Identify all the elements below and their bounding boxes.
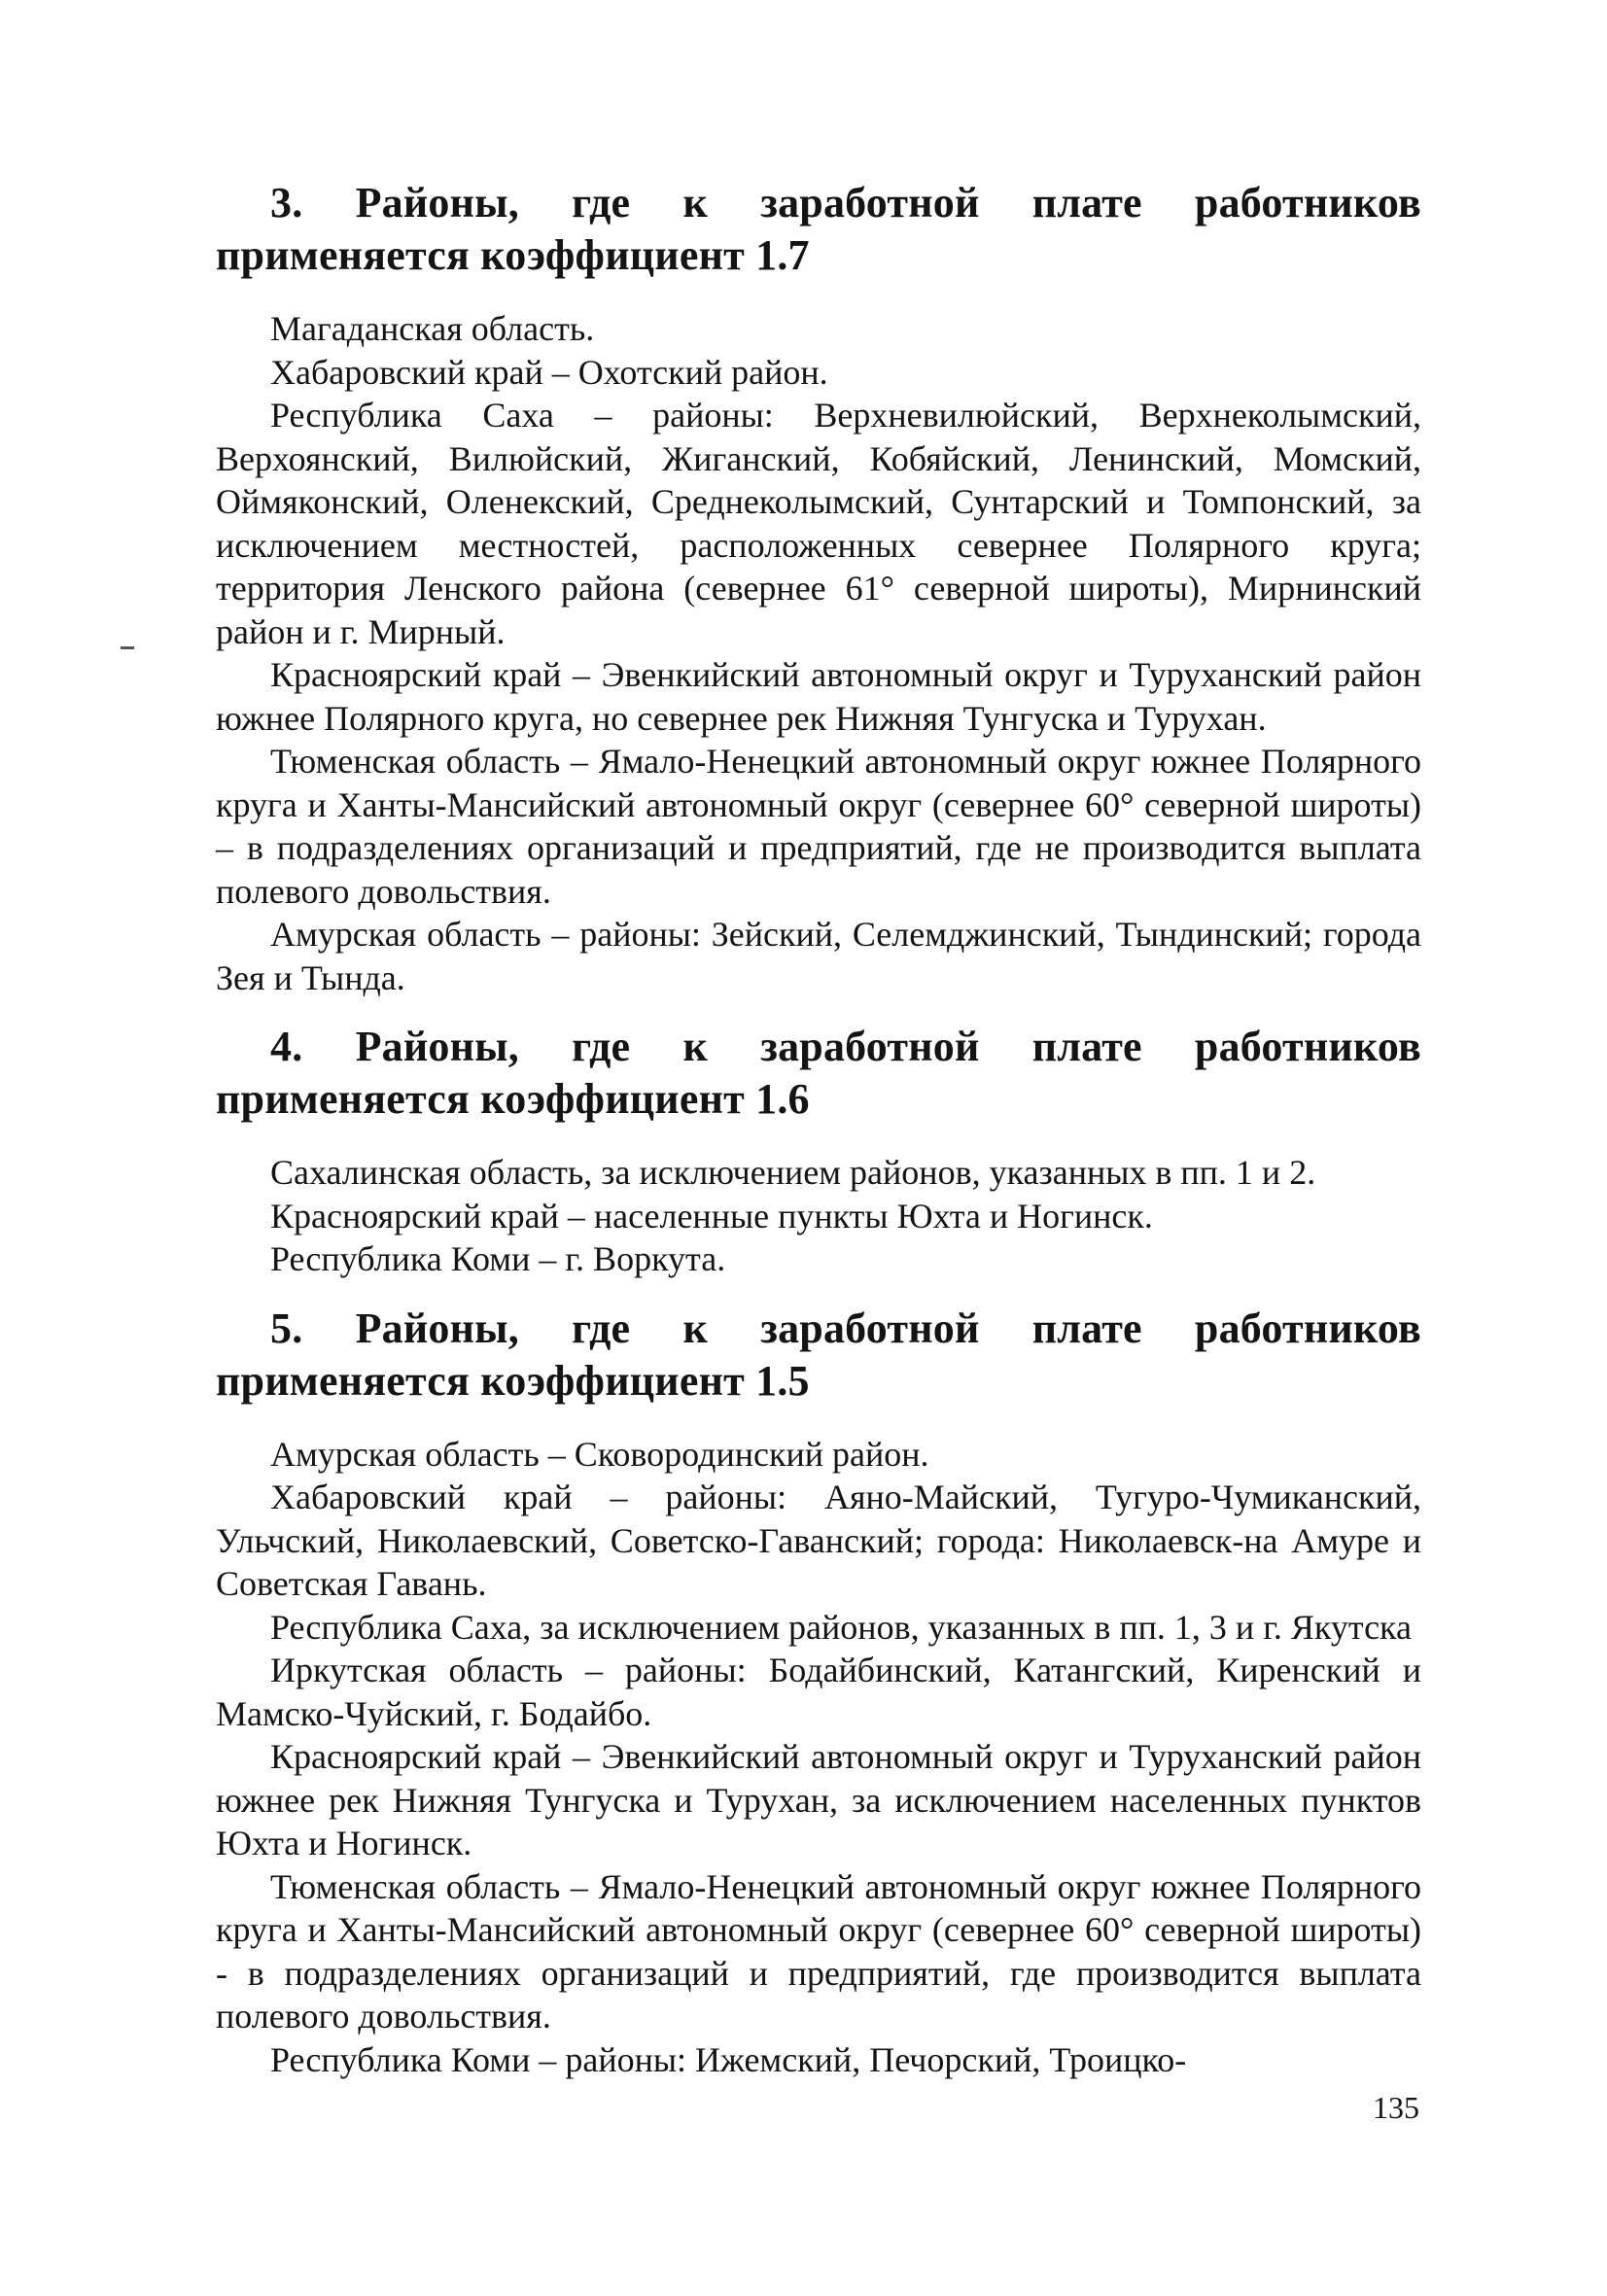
paragraph: Хабаровский край – Охотский район. <box>270 352 828 392</box>
paragraph: Амурская область – Сковородинский район. <box>270 1434 929 1474</box>
paragraph: Хабаровский край – районы: Аяно-Майский, Тугуро-Чумиканский, Ульчский, Николаевский, Советско-Гаванский; города: Николаевск-на Амуре и Советская Гавань. <box>216 1478 1421 1603</box>
paragraph: Красноярский край – Эвенкийский автономный округ и Туруханский район южнее рек Нижняя Тунгуска и Турухан, за исключением населенных пунктов Юхта и Ногинск. <box>216 1737 1421 1862</box>
paragraph: Красноярский край – населенные пункты Юхта и Ногинск. <box>270 1196 1153 1235</box>
section-coefficient-1-5 <box>216 1303 1421 2082</box>
page-body <box>216 177 1421 2081</box>
section-heading: 3. Районы, где к заработной плате работников применяется коэффициент 1.7 <box>216 179 1421 279</box>
paragraph: Республика Саха – районы: Верхневилюйский, Верхнеколымский, Верхоянский, Вилюйский, Жиганский, Кобяйский, Ленинский, Момский, Оймяконский, Оленекский, Среднеколымский, Сунтарский и Томпонский, за исключением местностей, расположенных севернее Полярного круга; территория Ленского района (севернее 61° северной широты), Мирнинский район и г. Мирный. <box>216 396 1421 651</box>
section-coefficient-1-6 <box>216 1021 1421 1281</box>
paragraph: Республика Коми – районы: Ижемский, Печорский, Троицко- <box>270 2039 1187 2079</box>
paragraph: Сахалинская область, за исключением районов, указанных в пп. 1 и 2. <box>270 1153 1316 1192</box>
section-heading: 4. Районы, где к заработной плате работников применяется коэффициент 1.6 <box>216 1023 1421 1123</box>
scan-artifact-mark <box>121 646 134 649</box>
paragraph: Иркутская область – районы: Бодайбинский, Катангский, Киренский и Мамско-Чуйский, г. Бодайбо. <box>216 1651 1421 1733</box>
paragraph: Республика Коми – г. Воркута. <box>270 1239 726 1278</box>
page-number: 135 <box>1373 2090 1419 2125</box>
paragraph: Тюменская область – Ямало-Ненецкий автономный округ южнее Полярного круга и Ханты-Мансийский автономный округ (севернее 60° северной широты) - в подразделениях организаций и предприятий, где производится выплата полевого довольствия. <box>216 1866 1421 2035</box>
section-coefficient-1-7 <box>216 177 1421 999</box>
paragraph: Республика Саха, за исключением районов, указанных в пп. 1, 3 и г. Якутска <box>270 1607 1412 1647</box>
paragraph: Амурская область – районы: Зейский, Селемджинский, Тындинский; города Зея и Тында. <box>216 915 1421 997</box>
paragraph: Тюменская область – Ямало-Ненецкий автономный округ южнее Полярного круга и Ханты-Мансийский автономный округ (севернее 60° северной широты) – в подразделениях организаций и предприятий, где не производится выплата полевого довольствия. <box>216 742 1421 911</box>
paragraph: Магаданская область. <box>270 309 595 348</box>
section-heading: 5. Районы, где к заработной плате работников применяется коэффициент 1.5 <box>216 1304 1421 1405</box>
paragraph: Красноярский край – Эвенкийский автономный округ и Туруханский район южнее Полярного круга, но севернее рек Нижняя Тунгуска и Турухан. <box>216 655 1421 738</box>
